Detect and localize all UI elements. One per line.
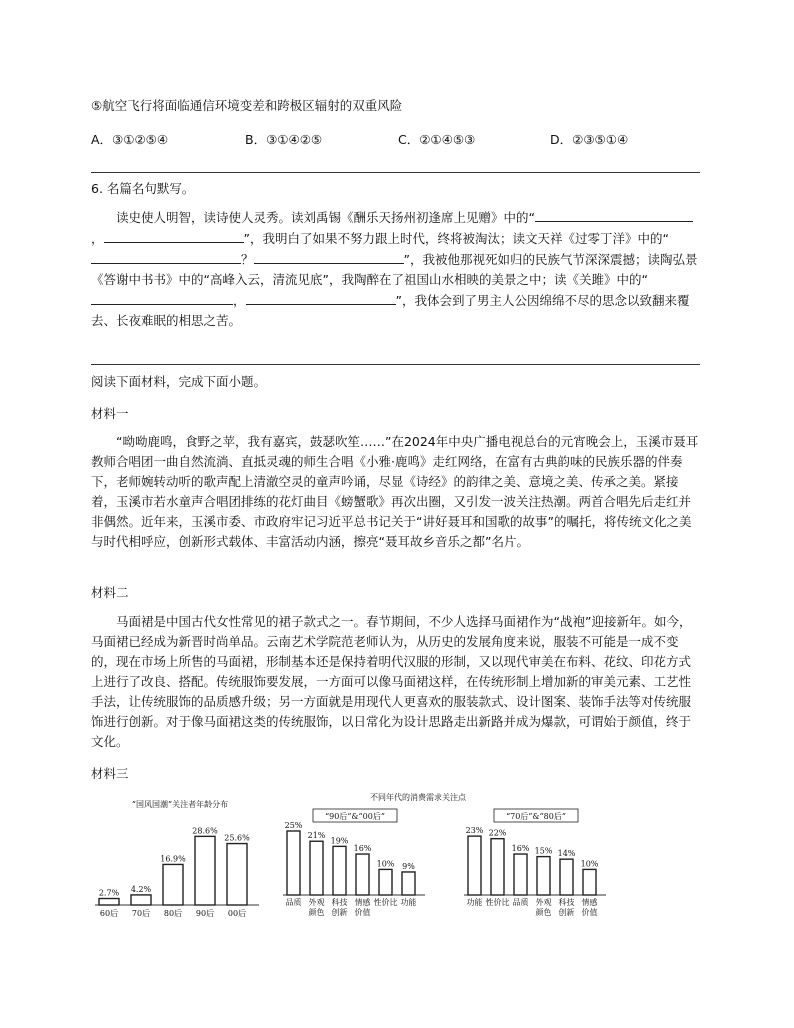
data-label: 16% [511, 844, 530, 854]
consumer-focus-chart-70s-80s [464, 809, 606, 917]
bar [195, 836, 215, 905]
data-label: 19% [330, 836, 349, 846]
data-label: 10% [580, 859, 599, 869]
divider [91, 364, 700, 365]
bar [287, 831, 300, 895]
answer-blank-3[interactable] [91, 249, 241, 264]
bar [99, 899, 119, 905]
bar [514, 854, 527, 895]
bar [310, 841, 323, 895]
data-label: 16.9% [160, 854, 186, 864]
answer-blank-5[interactable] [91, 290, 233, 305]
tick-label: 价值 [581, 908, 598, 917]
tick-label: 90后 [195, 909, 215, 918]
tick-label: 科技 [558, 898, 575, 907]
group-label: “90后”&“00后” [325, 812, 385, 821]
data-label: 15% [534, 846, 553, 856]
bar [379, 869, 392, 895]
bar [333, 846, 346, 895]
chart-title: “国风国潮”关注者年龄分布 [131, 800, 229, 809]
data-label: 21% [307, 831, 326, 841]
material-2-paragraph: 马面裙是中国古代女性常见的裙子款式之一。春节期间，不少人选择马面裙作为“战袍”迎接新年。如今，马面裙已经成为新晋时尚单品。云南艺术学院范老师认为，从历史的发展角度来说，服装不可能是一成不变的，现在市场上所售的马面裙，形制基本还是保持着明代汉服的形制，又以现代审美在布料、花纹、印花方式上进行了改良、搭配。传统服饰要发展，一方面可以像马面裙这样，在传统形制上增加新的审美元素、工艺性手法，让传统服饰的品质感升级；另一方面就是用现代人更喜欢的服装款式、设计图案、装饰手法等对传统服饰进行创新。对于像马面裙这类的传统服饰，以日常化为设计思路走出新路并成为爆款，可谓始于颜值，终于文化。 [91, 614, 692, 749]
tick-label: 创新 [558, 908, 575, 917]
material-1-title: 材料一 [91, 406, 129, 421]
tick-label: 价值 [354, 908, 371, 917]
material-1-text [91, 432, 700, 552]
q6-text-5: ”，我被他那视死如归的民族气节深深震撼；读陶弘景《答谢中书书》中的“高峰入云，清流见底”，我陶醉在了祖国山水相映的美景之中；读《关雎》中的“ [91, 252, 698, 287]
bar [402, 872, 415, 895]
tick-label: 外观 [535, 898, 552, 907]
chart-title: 不同年代的消费需求关注点 [370, 793, 466, 802]
q6-title: 6. 名篇名句默写。 [91, 181, 195, 196]
tick-label: 性价比 [373, 898, 398, 907]
material-3-title: 材料三 [91, 766, 129, 781]
tick-label: 00后 [227, 909, 247, 918]
answer-blank-6[interactable] [246, 290, 396, 305]
tick-label: 颜色 [308, 908, 325, 917]
bar [560, 859, 573, 895]
tick-label: 70后 [131, 909, 151, 918]
answer-blank-2[interactable] [104, 228, 244, 243]
bar [356, 854, 369, 895]
group-label: “70后”&“80后” [506, 812, 566, 821]
data-label: 4.2% [130, 884, 152, 894]
q5-option-b[interactable]: B．③①④②⑤ [245, 132, 323, 147]
data-label: 22% [488, 828, 507, 838]
data-label: 25% [284, 821, 303, 830]
material-2-title: 材料二 [91, 585, 129, 600]
q6-text-6: ， [233, 293, 246, 308]
data-label: 9% [402, 861, 415, 871]
q6-text-2: ， [91, 231, 104, 246]
answer-blank-4[interactable] [254, 249, 404, 264]
data-label: 10% [376, 859, 395, 869]
q5-option-a[interactable]: A．③①②⑤④ [91, 132, 169, 147]
q5-item5: ⑤航空飞行将面临通信环境变差和跨极区辐射的双重风险 [91, 98, 403, 113]
q5-option-d[interactable]: D．②③⑤①④ [550, 132, 629, 147]
tick-label: 功能 [400, 898, 417, 907]
tick-label: 情感 [581, 898, 598, 907]
q6-text-3: ”，我明白了如果不努力跟上时代，终将被淘汰；读文天祥《过零丁洋》中的“ [243, 231, 669, 246]
data-label: 2.7% [98, 888, 120, 898]
answer-blank-1[interactable] [535, 207, 693, 222]
data-label: 14% [557, 849, 576, 859]
q5-option-c[interactable]: C．②①④⑤③ [398, 132, 476, 147]
tick-label: 品质 [512, 898, 529, 907]
bar [227, 844, 247, 905]
q6-text-4: ？ [241, 252, 254, 267]
bar [491, 839, 504, 895]
reading-intro: 阅读下面材料，完成下面小题。 [91, 374, 267, 389]
data-label: 25.6% [224, 833, 250, 843]
age-distribution-chart [95, 799, 259, 918]
data-label: 23% [465, 826, 484, 836]
q6-text-7: ”，我体会到了男主人公因绵绵不尽的思念以致翻来覆去、长夜难眠的相思之苦。 [91, 293, 690, 328]
tick-label: 创新 [331, 908, 348, 917]
tick-label: 80后 [163, 909, 183, 918]
bar [537, 857, 550, 895]
bar [163, 864, 183, 905]
tick-label: 颜色 [535, 908, 552, 917]
bar [131, 895, 151, 905]
data-label: 16% [353, 844, 372, 854]
divider [91, 172, 700, 173]
q6-paragraph [91, 207, 700, 331]
bar [468, 836, 481, 895]
tick-label: 情感 [354, 898, 371, 907]
bar [583, 869, 596, 895]
tick-label: 性价比 [485, 898, 510, 907]
consumer-focus-chart-90s-00s [283, 792, 467, 917]
tick-label: 功能 [466, 898, 483, 907]
tick-label: 外观 [308, 898, 325, 907]
material-2-text [91, 612, 700, 752]
data-label: 28.6% [192, 826, 218, 836]
tick-label: 60后 [99, 909, 119, 918]
material-3-charts [80, 785, 720, 925]
tick-label: 科技 [331, 898, 348, 907]
q6-text-1: 读史使人明智，读诗使人灵秀。读刘禹锡《酬乐天扬州初逢席上见赠》中的“ [116, 210, 535, 225]
material-1-paragraph: “呦呦鹿鸣，食野之苹，我有嘉宾，鼓瑟吹笙……”在2024年中央广播电视总台的元宵晚会上，玉溪市聂耳教师合唱团一曲自然流淌、直抵灵魂的师生合唱《小雅·鹿鸣》走红网络，在富有古典韵味的民族乐器的伴奏下，老师婉转动听的歌声配上清澈空灵的童声吟诵，尽显《诗经》的韵律之美、意境之美、传承之美。紧接着，玉溪市若水童声合唱团排练的花灯曲目《螃蟹歌》再次出圈，又引发一波关注热潮。两首合唱先后走红并非偶然。近年来，玉溪市委、市政府牢记习近平总书记关于“讲好聂耳和国歌的故事”的嘱托，将传统文化之美与时代相呼应，创新形式载体、丰富活动内涵，擦亮“聂耳故乡音乐之都”名片。 [91, 434, 699, 549]
tick-label: 品质 [285, 898, 302, 907]
